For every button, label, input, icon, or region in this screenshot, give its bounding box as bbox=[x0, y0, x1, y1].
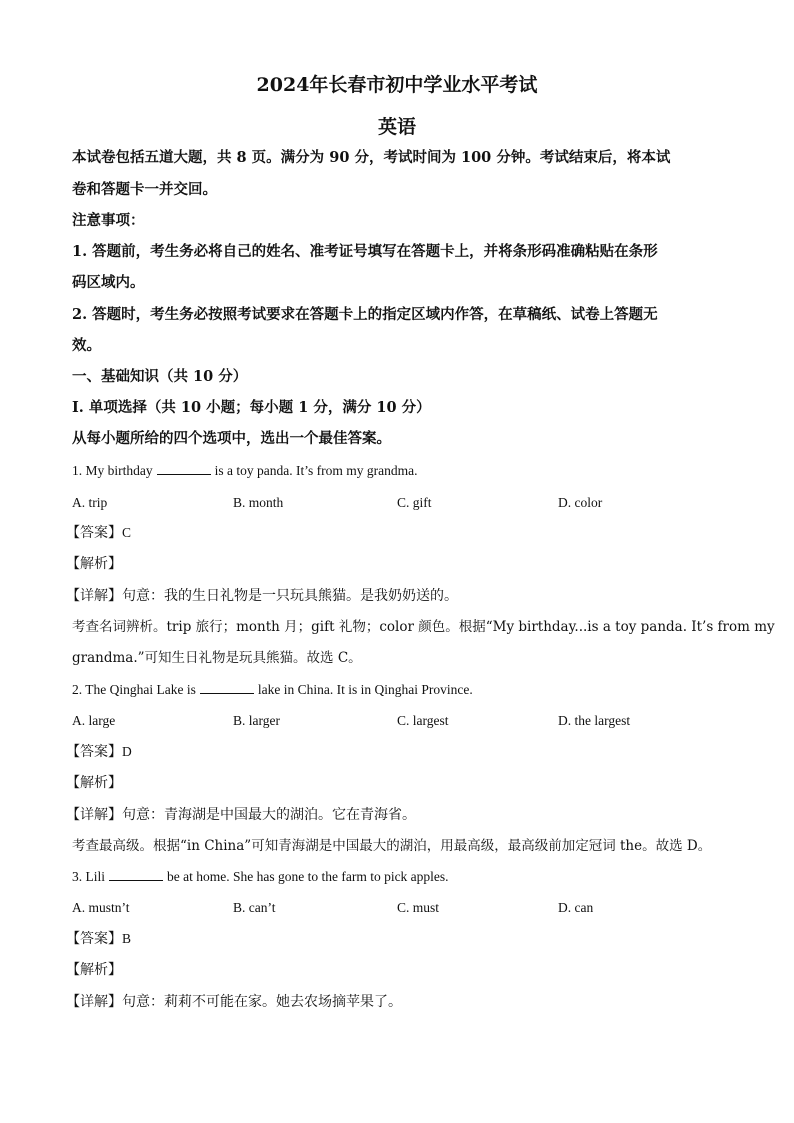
question-2-option-b: B. larger bbox=[233, 713, 280, 728]
question-3-option-a: A. mustn’t bbox=[72, 900, 130, 915]
question-2-stem-before: 2. The Qinghai Lake is bbox=[72, 682, 196, 697]
section-heading: 一、基础知识（共 10 分） bbox=[72, 368, 248, 385]
question-2-analysis-tag: 【解析】 bbox=[66, 775, 122, 791]
question-2-stem-after: lake in China. It is in Qinghai Province. bbox=[257, 682, 473, 697]
question-2-option-a: A. large bbox=[72, 713, 116, 728]
note-2-line2: 效。 bbox=[72, 337, 101, 354]
answer-value: D bbox=[122, 744, 132, 759]
detail-tag: 【详解】 bbox=[66, 588, 122, 604]
detail-tag: 【详解】 bbox=[66, 994, 122, 1010]
question-1-detail bbox=[66, 586, 726, 606]
question-1-stem bbox=[72, 461, 732, 481]
detail-text: 句意：莉莉不可能在家。她去农场摘苹果了。 bbox=[122, 994, 402, 1010]
question-3-option-d: D. can bbox=[558, 900, 594, 915]
question-2-option-c: C. largest bbox=[397, 713, 449, 728]
question-1-stem-after: is a toy panda. It’s from my grandma. bbox=[214, 463, 418, 478]
answer-tag: 【答案】 bbox=[66, 525, 122, 541]
question-1-stem-before: 1. My birthday bbox=[72, 463, 153, 478]
question-3-stem bbox=[72, 867, 732, 887]
instruction-text: 从每小题所给的四个选项中，选出一个最佳答案。 bbox=[72, 430, 391, 447]
intro-text-line1: 本试卷包括五道大题，共 8 页。满分为 90 分，考试时间为 100 分钟。考试结束后，将本试 bbox=[72, 149, 671, 166]
question-2-stem bbox=[72, 680, 732, 700]
note-2-line1: 2. 答题时，考生务必按照考试要求在答题卡上的指定区域内作答，在草稿纸、试卷上答题无 bbox=[72, 306, 658, 323]
answer-value: B bbox=[122, 931, 132, 946]
question-2-detail bbox=[66, 805, 726, 825]
question-1-option-d: D. color bbox=[558, 495, 603, 510]
detail-tag: 【详解】 bbox=[66, 807, 122, 823]
question-1-option-b: B. month bbox=[233, 495, 284, 510]
answer-blank bbox=[200, 681, 254, 694]
detail-text: 句意：我的生日礼物是一只玩具熊猫。是我奶奶送的。 bbox=[122, 588, 458, 604]
question-1-option-a: A. trip bbox=[72, 495, 108, 510]
subject-title: 英语 bbox=[377, 116, 416, 138]
question-3-option-b: B. can’t bbox=[233, 900, 276, 915]
detail-text: 句意：青海湖是中国最大的湖泊。它在青海省。 bbox=[122, 807, 416, 823]
question-3-answer bbox=[66, 929, 726, 949]
question-3-option-c: C. must bbox=[397, 900, 440, 915]
answer-tag: 【答案】 bbox=[66, 744, 122, 760]
answer-blank bbox=[109, 868, 163, 881]
question-3-stem-after: be at home. She has gone to the farm to pick apples. bbox=[167, 869, 449, 884]
question-1-option-c: C. gift bbox=[397, 495, 432, 510]
question-3-analysis-tag: 【解析】 bbox=[66, 962, 122, 978]
notes-heading: 注意事项： bbox=[72, 212, 145, 229]
answer-tag: 【答案】 bbox=[66, 931, 122, 947]
answer-blank bbox=[157, 462, 211, 475]
question-1-answer bbox=[66, 523, 726, 543]
question-2-option-d: D. the largest bbox=[558, 713, 631, 728]
question-2-explain-line1: 考查最高级。根据“in China”可知青海湖是中国最大的湖泊，用最高级，最高级前加定冠词 the。故选 D。 bbox=[72, 838, 712, 854]
exam-title: 2024年长春市初中学业水平考试 bbox=[256, 74, 538, 96]
question-1-explain-line1: 考查名词辨析。trip 旅行；month 月；gift 礼物；color 颜色。根据“My birthday...is a toy panda. It’s from my bbox=[72, 619, 775, 635]
part-heading: Ⅰ. 单项选择（共 10 小题；每小题 1 分，满分 10 分） bbox=[72, 399, 431, 416]
question-3-stem-before: 3. Lili bbox=[72, 869, 105, 884]
question-2-answer bbox=[66, 742, 726, 762]
question-1-analysis-tag: 【解析】 bbox=[66, 556, 122, 572]
question-3-detail bbox=[66, 992, 726, 1012]
note-1-line2: 码区域内。 bbox=[72, 274, 145, 291]
answer-value: C bbox=[122, 525, 132, 540]
note-1-line1: 1. 答题前，考生务必将自己的姓名、准考证号填写在答题卡上，并将条形码准确粘贴在条形 bbox=[72, 243, 658, 260]
intro-text-line2: 卷和答题卡一并交回。 bbox=[72, 181, 217, 198]
question-1-explain-line2: grandma.”可知生日礼物是玩具熊猫。故选 C。 bbox=[72, 650, 362, 666]
